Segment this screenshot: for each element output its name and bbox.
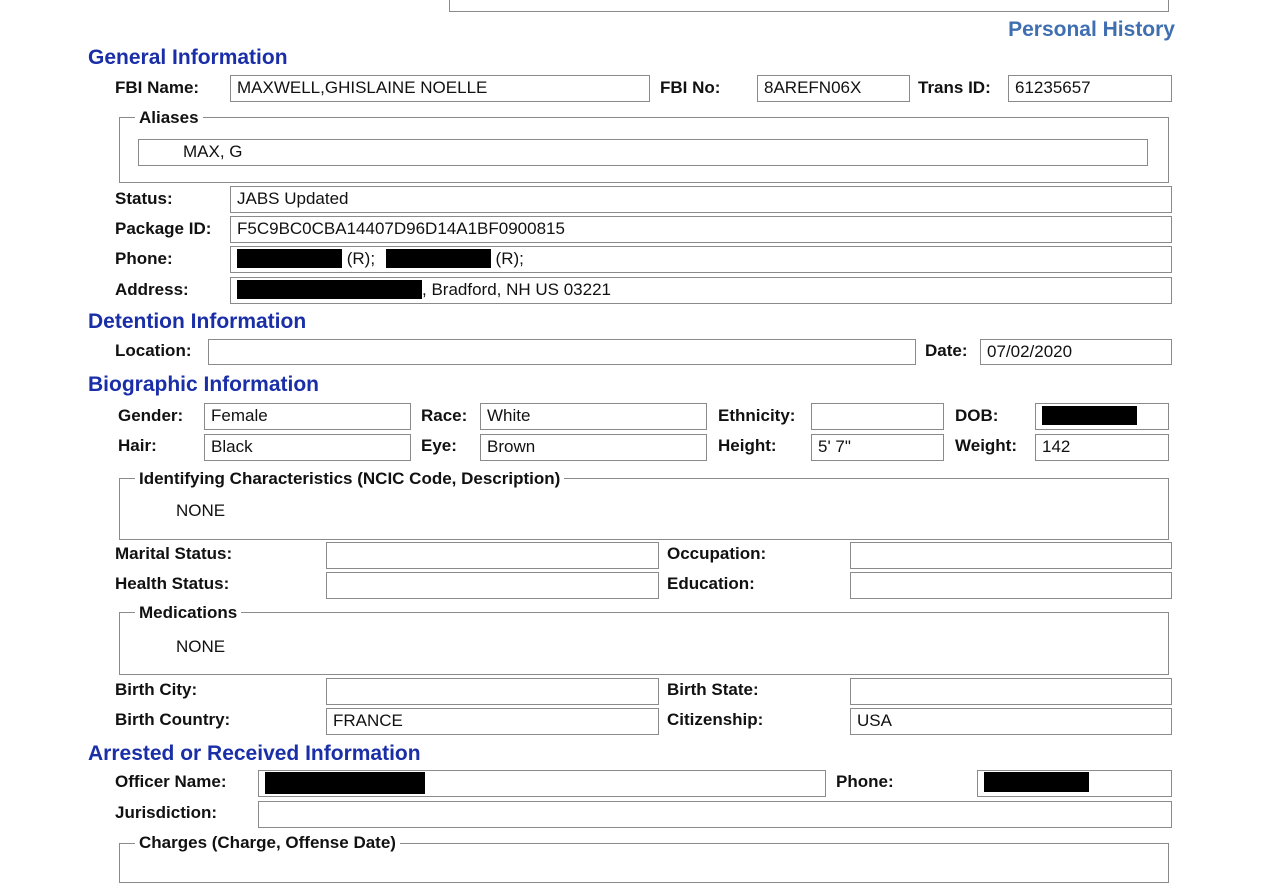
charges-group [119, 833, 1169, 883]
personal-history-heading: Personal History [1008, 18, 1175, 41]
status-label: Status: [115, 189, 173, 208]
address-suffix: , Bradford, NH US 03221 [422, 280, 611, 299]
fbi-no-field: 8AREFN06X [757, 75, 910, 102]
jurisdiction-label: Jurisdiction: [115, 803, 218, 822]
race-label: Race: [421, 406, 468, 425]
biographic-information-heading: Biographic Information [88, 373, 319, 396]
education-label: Education: [667, 574, 755, 593]
package-id-field: F5C9BC0CBA14407D96D14A1BF0900815 [230, 216, 1172, 243]
health-status-label: Health Status: [115, 574, 230, 593]
package-id-label: Package ID: [115, 219, 212, 238]
officer-name-label: Officer Name: [115, 772, 227, 791]
identifying-characteristics-legend: Identifying Characteristics (NCIC Code, Description) [135, 469, 564, 489]
redaction-bar [237, 280, 422, 299]
gender-field: Female [204, 403, 411, 430]
education-field [850, 572, 1172, 599]
birth-state-label: Birth State: [667, 680, 759, 699]
medications-legend: Medications [135, 603, 241, 623]
marital-status-label: Marital Status: [115, 544, 233, 563]
birth-country-label: Birth Country: [115, 710, 231, 729]
race-field: White [480, 403, 707, 430]
hair-field: Black [204, 434, 411, 461]
dob-label: DOB: [955, 406, 999, 425]
phone-field [230, 246, 1172, 273]
address-field [230, 277, 1172, 304]
aliases-legend: Aliases [135, 108, 203, 128]
fbi-no-label: FBI No: [660, 78, 721, 97]
arrested-information-heading: Arrested or Received Information [88, 742, 421, 765]
hair-label: Hair: [118, 436, 157, 455]
phone-suffix-2: (R); [495, 249, 524, 268]
weight-field: 142 [1035, 434, 1169, 461]
detention-information-heading: Detention Information [88, 310, 307, 333]
redaction-bar [237, 249, 342, 268]
arrest-phone-label: Phone: [836, 772, 894, 791]
top-partial-box [449, 0, 1169, 12]
ethnicity-field [811, 403, 944, 430]
marital-status-field [326, 542, 659, 569]
jurisdiction-field [258, 801, 1172, 828]
redaction-bar [386, 249, 491, 268]
medications-value: NONE [176, 637, 226, 656]
ethnicity-label: Ethnicity: [718, 406, 796, 425]
birth-city-label: Birth City: [115, 680, 198, 699]
height-field: 5' 7" [811, 434, 944, 461]
aliases-group [119, 108, 1169, 183]
redaction-bar [265, 772, 425, 794]
phone-label: Phone: [115, 249, 173, 268]
address-label: Address: [115, 280, 189, 299]
fbi-name-label: FBI Name: [115, 78, 200, 97]
charges-legend: Charges (Charge, Offense Date) [135, 833, 400, 853]
identifying-characteristics-group [119, 469, 1169, 540]
date-field: 07/02/2020 [980, 339, 1172, 365]
alias-field: MAX, G [138, 139, 1148, 166]
status-field: JABS Updated [230, 186, 1172, 213]
location-label: Location: [115, 341, 192, 360]
weight-label: Weight: [955, 436, 1018, 455]
medications-group [119, 603, 1169, 675]
occupation-field [850, 542, 1172, 569]
date-label: Date: [925, 341, 968, 360]
height-label: Height: [718, 436, 777, 455]
citizenship-field: USA [850, 708, 1172, 735]
fbi-name-field: MAXWELL,GHISLAINE NOELLE [230, 75, 650, 102]
arrest-phone-field [977, 770, 1172, 797]
redaction-bar [984, 772, 1089, 792]
identifying-characteristics-value: NONE [176, 501, 226, 520]
birth-city-field [326, 678, 659, 705]
dob-field [1035, 403, 1169, 430]
location-field [208, 339, 916, 365]
trans-id-label: Trans ID: [918, 78, 991, 97]
citizenship-label: Citizenship: [667, 710, 764, 729]
occupation-label: Occupation: [667, 544, 767, 563]
phone-suffix-1: (R); [346, 249, 376, 268]
health-status-field [326, 572, 659, 599]
birth-country-field: FRANCE [326, 708, 659, 735]
birth-state-field [850, 678, 1172, 705]
gender-label: Gender: [118, 406, 184, 425]
redaction-bar [1042, 406, 1137, 425]
general-information-heading: General Information [88, 46, 288, 69]
officer-name-field [258, 770, 826, 797]
eye-label: Eye: [421, 436, 457, 455]
trans-id-field: 61235657 [1008, 75, 1172, 102]
eye-field: Brown [480, 434, 707, 461]
